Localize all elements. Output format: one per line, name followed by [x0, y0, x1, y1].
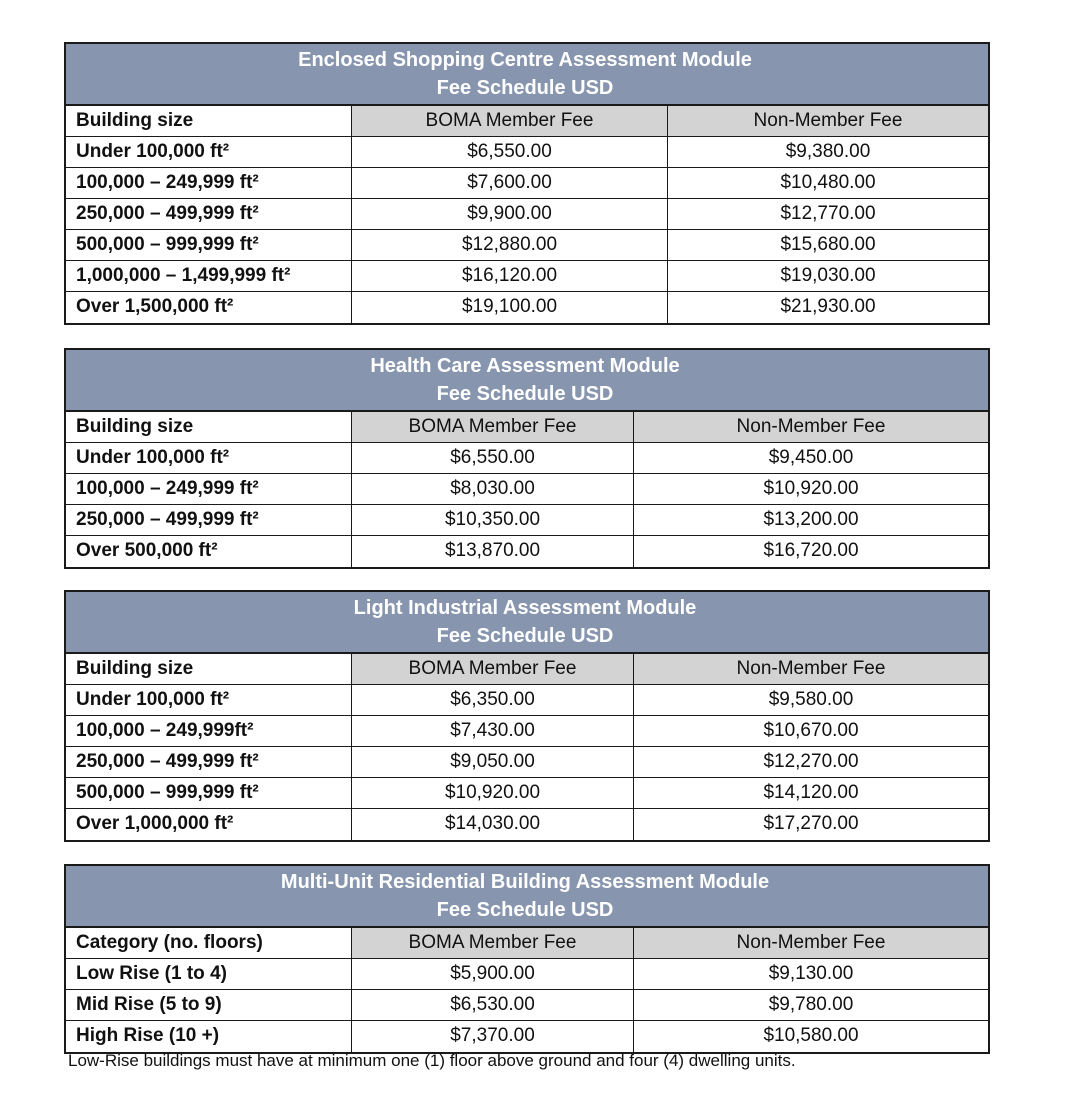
fee-table-light-industrial — [64, 590, 990, 842]
member-fee-cell: $6,530.00 — [352, 990, 634, 1020]
non-member-fee-cell: $9,130.00 — [768, 963, 854, 984]
category-cell: High Rise (10 +) — [66, 1021, 352, 1052]
building-size-cell: 1,000,000 – 1,499,999 ft² — [66, 261, 352, 291]
fee-table-multi-unit-residential — [64, 864, 990, 1054]
member-fee-cell: $7,600.00 — [352, 168, 668, 198]
member-fee-cell: $10,350.00 — [352, 505, 634, 535]
non-member-fee-cell: $10,920.00 — [763, 478, 859, 499]
non-member-fee-cell: $13,200.00 — [763, 509, 859, 530]
table-row — [66, 443, 988, 474]
table-title-line2: Fee Schedule USD — [436, 899, 614, 921]
col-header-member-fee: BOMA Member Fee — [352, 412, 634, 442]
table-row — [66, 716, 988, 747]
non-member-fee-cell: $9,380.00 — [785, 141, 871, 162]
table-row — [66, 505, 988, 536]
member-fee-cell: $16,120.00 — [352, 261, 668, 291]
footnote: Low-Rise buildings must have at minimum one (1) floor above ground and four (4) dwelling units. — [68, 1051, 796, 1070]
fee-table-health-care — [64, 348, 990, 569]
building-size-cell: 250,000 – 499,999 ft² — [66, 199, 352, 229]
building-size-cell: 100,000 – 249,999ft² — [66, 716, 352, 746]
member-fee-cell: $6,550.00 — [352, 137, 668, 167]
table-row — [66, 474, 988, 505]
non-member-fee-cell: $19,030.00 — [780, 265, 876, 286]
table-row — [66, 1021, 988, 1052]
table-title-line1: Enclosed Shopping Centre Assessment Module — [298, 49, 752, 71]
member-fee-cell: $10,920.00 — [352, 778, 634, 808]
member-fee-cell: $6,550.00 — [352, 443, 634, 473]
building-size-cell: Over 1,500,000 ft² — [66, 292, 352, 323]
building-size-cell: 100,000 – 249,999 ft² — [66, 474, 352, 504]
table-title-line2: Fee Schedule USD — [436, 625, 614, 647]
building-size-cell: 500,000 – 999,999 ft² — [66, 230, 352, 260]
table-row — [66, 230, 988, 261]
table-row — [66, 199, 988, 230]
member-fee-cell: $9,900.00 — [352, 199, 668, 229]
table-title — [66, 44, 988, 106]
member-fee-cell: $19,100.00 — [352, 292, 668, 323]
table-title-line1: Multi-Unit Residential Building Assessment Module — [280, 871, 770, 893]
table-row — [66, 809, 988, 840]
non-member-fee-cell: $10,670.00 — [763, 720, 859, 741]
col-header-non-member-fee: Non-Member Fee — [634, 928, 988, 958]
member-fee-cell: $14,030.00 — [352, 809, 634, 840]
table-header-row — [66, 412, 988, 443]
member-fee-cell: $12,880.00 — [352, 230, 668, 260]
member-fee-cell: $8,030.00 — [352, 474, 634, 504]
non-member-fee-cell: $9,580.00 — [768, 689, 854, 710]
member-fee-cell: $6,350.00 — [352, 685, 634, 715]
building-size-cell: 250,000 – 499,999 ft² — [66, 505, 352, 535]
table-row — [66, 261, 988, 292]
non-member-fee-cell: $9,450.00 — [768, 447, 854, 468]
member-fee-cell: $7,370.00 — [352, 1021, 634, 1052]
col-header-member-fee: BOMA Member Fee — [352, 106, 668, 136]
col-header-building-size: Building size — [66, 412, 352, 442]
non-member-fee-cell: $9,780.00 — [768, 994, 854, 1015]
col-header-non-member-fee: Non-Member Fee — [668, 106, 988, 136]
building-size-cell: 500,000 – 999,999 ft² — [66, 778, 352, 808]
table-row — [66, 778, 988, 809]
table-row — [66, 685, 988, 716]
category-cell: Mid Rise (5 to 9) — [66, 990, 352, 1020]
table-title-line2: Fee Schedule USD — [436, 77, 614, 99]
non-member-fee-cell: $15,680.00 — [780, 234, 876, 255]
member-fee-cell: $7,430.00 — [352, 716, 634, 746]
building-size-cell: 250,000 – 499,999 ft² — [66, 747, 352, 777]
table-title-line1: Light Industrial Assessment Module — [353, 597, 697, 619]
category-cell: Low Rise (1 to 4) — [66, 959, 352, 989]
col-header-member-fee: BOMA Member Fee — [352, 654, 634, 684]
table-row — [66, 536, 988, 567]
table-title — [66, 350, 988, 412]
building-size-cell: Under 100,000 ft² — [66, 685, 352, 715]
fee-table-shopping-centre — [64, 42, 990, 325]
non-member-fee-cell: $12,770.00 — [780, 203, 876, 224]
building-size-cell: Under 100,000 ft² — [66, 137, 352, 167]
table-header-row — [66, 928, 988, 959]
member-fee-cell: $5,900.00 — [352, 959, 634, 989]
table-title — [66, 592, 988, 654]
building-size-cell: Over 1,000,000 ft² — [66, 809, 352, 840]
non-member-fee-cell: $12,270.00 — [763, 751, 859, 772]
non-member-fee-cell: $21,930.00 — [780, 296, 876, 317]
building-size-cell: 100,000 – 249,999 ft² — [66, 168, 352, 198]
col-header-building-size: Building size — [66, 106, 352, 136]
table-row — [66, 137, 988, 168]
non-member-fee-cell: $17,270.00 — [763, 813, 859, 834]
col-header-member-fee: BOMA Member Fee — [352, 928, 634, 958]
table-header-row — [66, 106, 988, 137]
table-title-line2: Fee Schedule USD — [436, 383, 614, 405]
table-row — [66, 292, 988, 323]
col-header-non-member-fee: Non-Member Fee — [634, 654, 988, 684]
table-row — [66, 990, 988, 1021]
non-member-fee-cell: $14,120.00 — [763, 782, 859, 803]
non-member-fee-cell: $10,580.00 — [763, 1025, 859, 1046]
table-row — [66, 168, 988, 199]
col-header-building-size: Building size — [66, 654, 352, 684]
table-row — [66, 747, 988, 778]
table-title — [66, 866, 988, 928]
member-fee-cell: $13,870.00 — [352, 536, 634, 567]
col-header-category: Category (no. floors) — [66, 928, 352, 958]
building-size-cell: Over 500,000 ft² — [66, 536, 352, 567]
table-title-line1: Health Care Assessment Module — [370, 355, 680, 377]
table-row — [66, 959, 988, 990]
building-size-cell: Under 100,000 ft² — [66, 443, 352, 473]
table-header-row — [66, 654, 988, 685]
member-fee-cell: $9,050.00 — [352, 747, 634, 777]
col-header-non-member-fee: Non-Member Fee — [634, 412, 988, 442]
non-member-fee-cell: $10,480.00 — [780, 172, 876, 193]
non-member-fee-cell: $16,720.00 — [763, 540, 859, 561]
